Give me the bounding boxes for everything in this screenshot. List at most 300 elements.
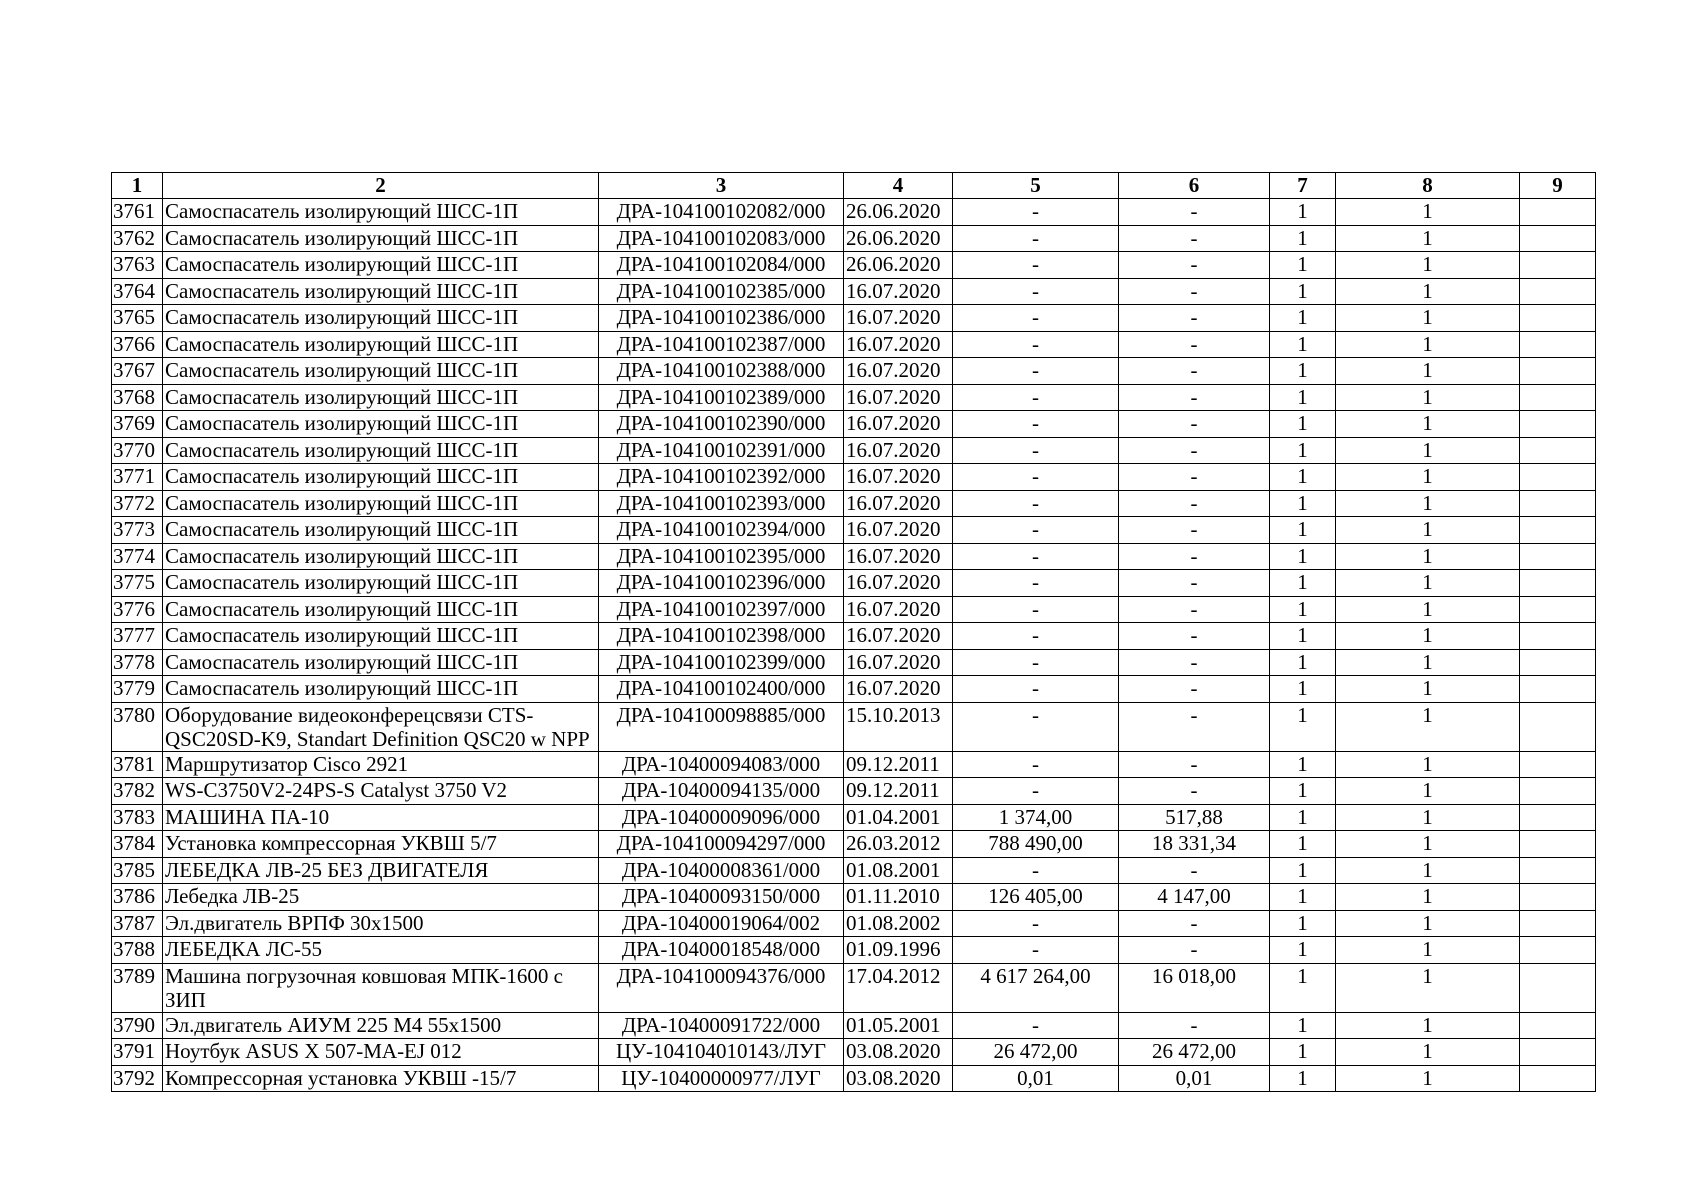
quantity-cell: 1: [1270, 252, 1336, 279]
quantity-cell: 1: [1270, 702, 1336, 751]
inventory-number-cell: ДРА-10400094083/000: [599, 751, 844, 778]
table-header: [112, 173, 1596, 199]
name-cell: Самоспасатель изолирующий ШСС-1П: [163, 225, 599, 252]
row-number-cell: 3783: [112, 804, 163, 831]
quantity-actual-cell: 1: [1336, 225, 1520, 252]
cost-cell: -: [953, 751, 1119, 778]
row-number-cell: 3781: [112, 751, 163, 778]
quantity-actual-cell: 1: [1336, 331, 1520, 358]
header-cell-8: 8: [1336, 173, 1520, 199]
residual-value-cell: 16 018,00: [1119, 963, 1270, 1012]
date-cell: 16.07.2020: [844, 437, 953, 464]
note-cell: [1520, 358, 1596, 385]
quantity-cell: 1: [1270, 623, 1336, 650]
name-cell: Самоспасатель изолирующий ШСС-1П: [163, 305, 599, 332]
note-cell: [1520, 278, 1596, 305]
name-cell: Самоспасатель изолирующий ШСС-1П: [163, 517, 599, 544]
quantity-cell: 1: [1270, 804, 1336, 831]
cost-cell: -: [953, 778, 1119, 805]
note-cell: [1520, 804, 1596, 831]
cost-cell: -: [953, 1012, 1119, 1039]
row-number-cell: 3775: [112, 570, 163, 597]
row-number-cell: 3779: [112, 676, 163, 703]
row-number-cell: 3787: [112, 910, 163, 937]
row-number-cell: 3788: [112, 937, 163, 964]
note-cell: [1520, 570, 1596, 597]
note-cell: [1520, 623, 1596, 650]
table-row: [112, 570, 1596, 597]
note-cell: [1520, 596, 1596, 623]
inventory-number-cell: ДРА-10400008361/000: [599, 857, 844, 884]
quantity-actual-cell: 1: [1336, 778, 1520, 805]
table-row: [112, 252, 1596, 279]
residual-value-cell: -: [1119, 570, 1270, 597]
quantity-cell: 1: [1270, 278, 1336, 305]
header-cell-9: 9: [1520, 173, 1596, 199]
name-cell: Самоспасатель изолирующий ШСС-1П: [163, 437, 599, 464]
residual-value-cell: -: [1119, 331, 1270, 358]
date-cell: 26.03.2012: [844, 831, 953, 858]
row-number-cell: 3768: [112, 384, 163, 411]
name-cell: ЛЕБЕДКА ЛС-55: [163, 937, 599, 964]
date-cell: 03.08.2020: [844, 1065, 953, 1092]
quantity-actual-cell: 1: [1336, 1039, 1520, 1066]
table-row: [112, 411, 1596, 438]
date-cell: 26.06.2020: [844, 199, 953, 226]
residual-value-cell: -: [1119, 543, 1270, 570]
quantity-cell: 1: [1270, 199, 1336, 226]
residual-value-cell: -: [1119, 517, 1270, 544]
quantity-cell: 1: [1270, 778, 1336, 805]
quantity-actual-cell: 1: [1336, 649, 1520, 676]
table-row: [112, 963, 1596, 1012]
name-cell: Эл.двигатель ВРПФ 30х1500: [163, 910, 599, 937]
name-cell: Самоспасатель изолирующий ШСС-1П: [163, 411, 599, 438]
row-number-cell: 3764: [112, 278, 163, 305]
note-cell: [1520, 543, 1596, 570]
residual-value-cell: -: [1119, 305, 1270, 332]
quantity-cell: 1: [1270, 490, 1336, 517]
row-number-cell: 3782: [112, 778, 163, 805]
name-cell: Самоспасатель изолирующий ШСС-1П: [163, 252, 599, 279]
cost-cell: -: [953, 937, 1119, 964]
quantity-cell: 1: [1270, 411, 1336, 438]
quantity-cell: 1: [1270, 857, 1336, 884]
quantity-cell: 1: [1270, 1012, 1336, 1039]
row-number-cell: 3792: [112, 1065, 163, 1092]
date-cell: 16.07.2020: [844, 490, 953, 517]
date-cell: 16.07.2020: [844, 358, 953, 385]
name-cell: Компрессорная установка УКВШ -15/7: [163, 1065, 599, 1092]
cost-cell: -: [953, 857, 1119, 884]
name-cell: Оборудование видеоконферецсвязи CTS-QSC20SD-K9, Standart Definition QSC20 w NPP: [163, 702, 599, 751]
inventory-number-cell: ДРА-104100102386/000: [599, 305, 844, 332]
inventory-number-cell: ДРА-104100102398/000: [599, 623, 844, 650]
residual-value-cell: 26 472,00: [1119, 1039, 1270, 1066]
residual-value-cell: 0,01: [1119, 1065, 1270, 1092]
table-row: [112, 596, 1596, 623]
quantity-actual-cell: 1: [1336, 199, 1520, 226]
cost-cell: -: [953, 411, 1119, 438]
quantity-actual-cell: 1: [1336, 676, 1520, 703]
row-number-cell: 3766: [112, 331, 163, 358]
quantity-actual-cell: 1: [1336, 857, 1520, 884]
note-cell: [1520, 884, 1596, 911]
date-cell: 01.11.2010: [844, 884, 953, 911]
cost-cell: -: [953, 702, 1119, 751]
note-cell: [1520, 1012, 1596, 1039]
table-row: [112, 857, 1596, 884]
quantity-actual-cell: 1: [1336, 1012, 1520, 1039]
quantity-actual-cell: 1: [1336, 910, 1520, 937]
note-cell: [1520, 751, 1596, 778]
table-row: [112, 623, 1596, 650]
inventory-number-cell: ДРА-104100102388/000: [599, 358, 844, 385]
inventory-number-cell: ДРА-104100094376/000: [599, 963, 844, 1012]
inventory-number-cell: ДРА-104100102082/000: [599, 199, 844, 226]
residual-value-cell: -: [1119, 596, 1270, 623]
cost-cell: -: [953, 305, 1119, 332]
cost-cell: -: [953, 199, 1119, 226]
table-row: [112, 910, 1596, 937]
cost-cell: -: [953, 649, 1119, 676]
name-cell: Самоспасатель изолирующий ШСС-1П: [163, 358, 599, 385]
table-row: [112, 751, 1596, 778]
inventory-number-cell: ДРА-104100094297/000: [599, 831, 844, 858]
date-cell: 16.07.2020: [844, 331, 953, 358]
note-cell: [1520, 517, 1596, 544]
residual-value-cell: -: [1119, 1012, 1270, 1039]
cost-cell: -: [953, 676, 1119, 703]
quantity-actual-cell: 1: [1336, 702, 1520, 751]
name-cell: Самоспасатель изолирующий ШСС-1П: [163, 596, 599, 623]
row-number-cell: 3786: [112, 884, 163, 911]
quantity-actual-cell: 1: [1336, 517, 1520, 544]
name-cell: ЛЕБЕДКА ЛВ-25 БЕЗ ДВИГАТЕЛЯ: [163, 857, 599, 884]
residual-value-cell: -: [1119, 751, 1270, 778]
cost-cell: -: [953, 358, 1119, 385]
name-cell: Установка компрессорная УКВШ 5/7: [163, 831, 599, 858]
header-cell-5: 5: [953, 173, 1119, 199]
residual-value-cell: 4 147,00: [1119, 884, 1270, 911]
row-number-cell: 3762: [112, 225, 163, 252]
note-cell: [1520, 411, 1596, 438]
date-cell: 16.07.2020: [844, 517, 953, 544]
row-number-cell: 3773: [112, 517, 163, 544]
table-row: [112, 543, 1596, 570]
note-cell: [1520, 490, 1596, 517]
inventory-number-cell: ДРА-104100102084/000: [599, 252, 844, 279]
quantity-cell: 1: [1270, 963, 1336, 1012]
table-row: [112, 199, 1596, 226]
name-cell: Самоспасатель изолирующий ШСС-1П: [163, 623, 599, 650]
quantity-actual-cell: 1: [1336, 305, 1520, 332]
quantity-actual-cell: 1: [1336, 543, 1520, 570]
table-row: [112, 225, 1596, 252]
table-row: [112, 305, 1596, 332]
quantity-actual-cell: 1: [1336, 570, 1520, 597]
date-cell: 16.07.2020: [844, 676, 953, 703]
row-number-cell: 3765: [112, 305, 163, 332]
name-cell: Самоспасатель изолирующий ШСС-1П: [163, 331, 599, 358]
quantity-cell: 1: [1270, 884, 1336, 911]
date-cell: 16.07.2020: [844, 464, 953, 491]
note-cell: [1520, 1039, 1596, 1066]
residual-value-cell: -: [1119, 278, 1270, 305]
name-cell: Самоспасатель изолирующий ШСС-1П: [163, 649, 599, 676]
cost-cell: -: [953, 278, 1119, 305]
date-cell: 16.07.2020: [844, 543, 953, 570]
quantity-actual-cell: 1: [1336, 804, 1520, 831]
cost-cell: -: [953, 384, 1119, 411]
cost-cell: -: [953, 543, 1119, 570]
table-row: [112, 464, 1596, 491]
inventory-number-cell: ДРА-104100102400/000: [599, 676, 844, 703]
name-cell: Эл.двигатель АИУМ 225 М4 55х1500: [163, 1012, 599, 1039]
quantity-cell: 1: [1270, 676, 1336, 703]
note-cell: [1520, 937, 1596, 964]
residual-value-cell: -: [1119, 857, 1270, 884]
residual-value-cell: -: [1119, 702, 1270, 751]
date-cell: 16.07.2020: [844, 570, 953, 597]
row-number-cell: 3772: [112, 490, 163, 517]
residual-value-cell: -: [1119, 199, 1270, 226]
quantity-actual-cell: 1: [1336, 358, 1520, 385]
date-cell: 09.12.2011: [844, 778, 953, 805]
date-cell: 01.05.2001: [844, 1012, 953, 1039]
quantity-cell: 1: [1270, 649, 1336, 676]
note-cell: [1520, 384, 1596, 411]
name-cell: Самоспасатель изолирующий ШСС-1П: [163, 384, 599, 411]
residual-value-cell: -: [1119, 358, 1270, 385]
inventory-number-cell: ДРА-104100102392/000: [599, 464, 844, 491]
name-cell: WS-C3750V2-24PS-S Catalyst 3750 V2: [163, 778, 599, 805]
row-number-cell: 3789: [112, 963, 163, 1012]
quantity-cell: 1: [1270, 358, 1336, 385]
table-body: [112, 199, 1596, 1092]
name-cell: Самоспасатель изолирующий ШСС-1П: [163, 543, 599, 570]
residual-value-cell: -: [1119, 411, 1270, 438]
inventory-table: [111, 172, 1596, 1092]
cost-cell: -: [953, 225, 1119, 252]
row-number-cell: 3784: [112, 831, 163, 858]
note-cell: [1520, 199, 1596, 226]
inventory-number-cell: ЦУ-104104010143/ЛУГ: [599, 1039, 844, 1066]
quantity-actual-cell: 1: [1336, 464, 1520, 491]
row-number-cell: 3791: [112, 1039, 163, 1066]
quantity-actual-cell: 1: [1336, 884, 1520, 911]
header-cell-7: 7: [1270, 173, 1336, 199]
inventory-number-cell: ДРА-104100102385/000: [599, 278, 844, 305]
quantity-cell: 1: [1270, 831, 1336, 858]
quantity-actual-cell: 1: [1336, 490, 1520, 517]
header-cell-2: 2: [163, 173, 599, 199]
name-cell: Самоспасатель изолирующий ШСС-1П: [163, 676, 599, 703]
residual-value-cell: -: [1119, 225, 1270, 252]
inventory-number-cell: ДРА-104100102394/000: [599, 517, 844, 544]
table-row: [112, 831, 1596, 858]
table-row: [112, 804, 1596, 831]
quantity-cell: 1: [1270, 384, 1336, 411]
date-cell: 16.07.2020: [844, 384, 953, 411]
note-cell: [1520, 464, 1596, 491]
date-cell: 16.07.2020: [844, 411, 953, 438]
quantity-cell: 1: [1270, 331, 1336, 358]
residual-value-cell: -: [1119, 623, 1270, 650]
row-number-cell: 3778: [112, 649, 163, 676]
name-cell: Самоспасатель изолирующий ШСС-1П: [163, 490, 599, 517]
note-cell: [1520, 649, 1596, 676]
quantity-actual-cell: 1: [1336, 751, 1520, 778]
row-number-cell: 3776: [112, 596, 163, 623]
header-cell-1: 1: [112, 173, 163, 199]
date-cell: 16.07.2020: [844, 305, 953, 332]
residual-value-cell: -: [1119, 437, 1270, 464]
cost-cell: 26 472,00: [953, 1039, 1119, 1066]
row-number-cell: 3780: [112, 702, 163, 751]
inventory-number-cell: ДРА-104100102387/000: [599, 331, 844, 358]
inventory-number-cell: ДРА-104100102083/000: [599, 225, 844, 252]
table-row: [112, 331, 1596, 358]
residual-value-cell: -: [1119, 649, 1270, 676]
table-row: [112, 676, 1596, 703]
inventory-number-cell: ДРА-10400093150/000: [599, 884, 844, 911]
cost-cell: -: [953, 490, 1119, 517]
residual-value-cell: -: [1119, 910, 1270, 937]
name-cell: Самоспасатель изолирующий ШСС-1П: [163, 199, 599, 226]
name-cell: Самоспасатель изолирующий ШСС-1П: [163, 570, 599, 597]
date-cell: 01.04.2001: [844, 804, 953, 831]
table-row: [112, 649, 1596, 676]
quantity-cell: 1: [1270, 464, 1336, 491]
date-cell: 01.09.1996: [844, 937, 953, 964]
quantity-actual-cell: 1: [1336, 937, 1520, 964]
cost-cell: -: [953, 252, 1119, 279]
name-cell: Самоспасатель изолирующий ШСС-1П: [163, 278, 599, 305]
quantity-cell: 1: [1270, 437, 1336, 464]
residual-value-cell: 18 331,34: [1119, 831, 1270, 858]
note-cell: [1520, 225, 1596, 252]
inventory-number-cell: ДРА-104100102396/000: [599, 570, 844, 597]
row-number-cell: 3790: [112, 1012, 163, 1039]
cost-cell: 0,01: [953, 1065, 1119, 1092]
residual-value-cell: -: [1119, 937, 1270, 964]
header-cell-3: 3: [599, 173, 844, 199]
residual-value-cell: -: [1119, 464, 1270, 491]
inventory-number-cell: ЦУ-10400000977/ЛУГ: [599, 1065, 844, 1092]
row-number-cell: 3761: [112, 199, 163, 226]
row-number-cell: 3777: [112, 623, 163, 650]
cost-cell: 788 490,00: [953, 831, 1119, 858]
note-cell: [1520, 331, 1596, 358]
cost-cell: -: [953, 596, 1119, 623]
date-cell: 16.07.2020: [844, 649, 953, 676]
note-cell: [1520, 857, 1596, 884]
note-cell: [1520, 910, 1596, 937]
inventory-number-cell: ДРА-10400009096/000: [599, 804, 844, 831]
inventory-number-cell: ДРА-104100102399/000: [599, 649, 844, 676]
note-cell: [1520, 702, 1596, 751]
inventory-number-cell: ДРА-10400018548/000: [599, 937, 844, 964]
cost-cell: -: [953, 331, 1119, 358]
inventory-number-cell: ДРА-104100102393/000: [599, 490, 844, 517]
quantity-cell: 1: [1270, 596, 1336, 623]
quantity-cell: 1: [1270, 910, 1336, 937]
quantity-cell: 1: [1270, 937, 1336, 964]
residual-value-cell: -: [1119, 778, 1270, 805]
table-row: [112, 702, 1596, 751]
residual-value-cell: -: [1119, 252, 1270, 279]
row-number-cell: 3785: [112, 857, 163, 884]
quantity-actual-cell: 1: [1336, 596, 1520, 623]
inventory-number-cell: ДРА-104100102391/000: [599, 437, 844, 464]
date-cell: 17.04.2012: [844, 963, 953, 1012]
quantity-cell: 1: [1270, 543, 1336, 570]
row-number-cell: 3774: [112, 543, 163, 570]
residual-value-cell: -: [1119, 490, 1270, 517]
inventory-number-cell: ДРА-104100102389/000: [599, 384, 844, 411]
date-cell: 15.10.2013: [844, 702, 953, 751]
date-cell: 26.06.2020: [844, 225, 953, 252]
date-cell: 01.08.2001: [844, 857, 953, 884]
name-cell: Самоспасатель изолирующий ШСС-1П: [163, 464, 599, 491]
inventory-number-cell: ДРА-10400091722/000: [599, 1012, 844, 1039]
cost-cell: -: [953, 517, 1119, 544]
cost-cell: -: [953, 570, 1119, 597]
table-row: [112, 517, 1596, 544]
quantity-actual-cell: 1: [1336, 411, 1520, 438]
quantity-cell: 1: [1270, 570, 1336, 597]
quantity-cell: 1: [1270, 305, 1336, 332]
quantity-actual-cell: 1: [1336, 623, 1520, 650]
row-number-cell: 3771: [112, 464, 163, 491]
note-cell: [1520, 831, 1596, 858]
cost-cell: 4 617 264,00: [953, 963, 1119, 1012]
table-row: [112, 1065, 1596, 1092]
header-cell-4: 4: [844, 173, 953, 199]
cost-cell: 1 374,00: [953, 804, 1119, 831]
date-cell: 16.07.2020: [844, 278, 953, 305]
note-cell: [1520, 676, 1596, 703]
quantity-actual-cell: 1: [1336, 831, 1520, 858]
table-row: [112, 437, 1596, 464]
date-cell: 01.08.2002: [844, 910, 953, 937]
table-row: [112, 1012, 1596, 1039]
table-row: [112, 278, 1596, 305]
name-cell: Лебедка ЛВ-25: [163, 884, 599, 911]
quantity-actual-cell: 1: [1336, 1065, 1520, 1092]
inventory-number-cell: ДРА-10400019064/002: [599, 910, 844, 937]
date-cell: 16.07.2020: [844, 623, 953, 650]
quantity-cell: 1: [1270, 751, 1336, 778]
name-cell: Машина погрузочная ковшовая МПК-1600 с ЗИП: [163, 963, 599, 1012]
residual-value-cell: -: [1119, 384, 1270, 411]
quantity-actual-cell: 1: [1336, 252, 1520, 279]
name-cell: МАШИНА ПА-10: [163, 804, 599, 831]
table-row: [112, 884, 1596, 911]
quantity-actual-cell: 1: [1336, 437, 1520, 464]
note-cell: [1520, 778, 1596, 805]
row-number-cell: 3769: [112, 411, 163, 438]
note-cell: [1520, 1065, 1596, 1092]
quantity-actual-cell: 1: [1336, 384, 1520, 411]
cost-cell: -: [953, 910, 1119, 937]
cost-cell: 126 405,00: [953, 884, 1119, 911]
note-cell: [1520, 305, 1596, 332]
date-cell: 03.08.2020: [844, 1039, 953, 1066]
residual-value-cell: -: [1119, 676, 1270, 703]
quantity-actual-cell: 1: [1336, 963, 1520, 1012]
